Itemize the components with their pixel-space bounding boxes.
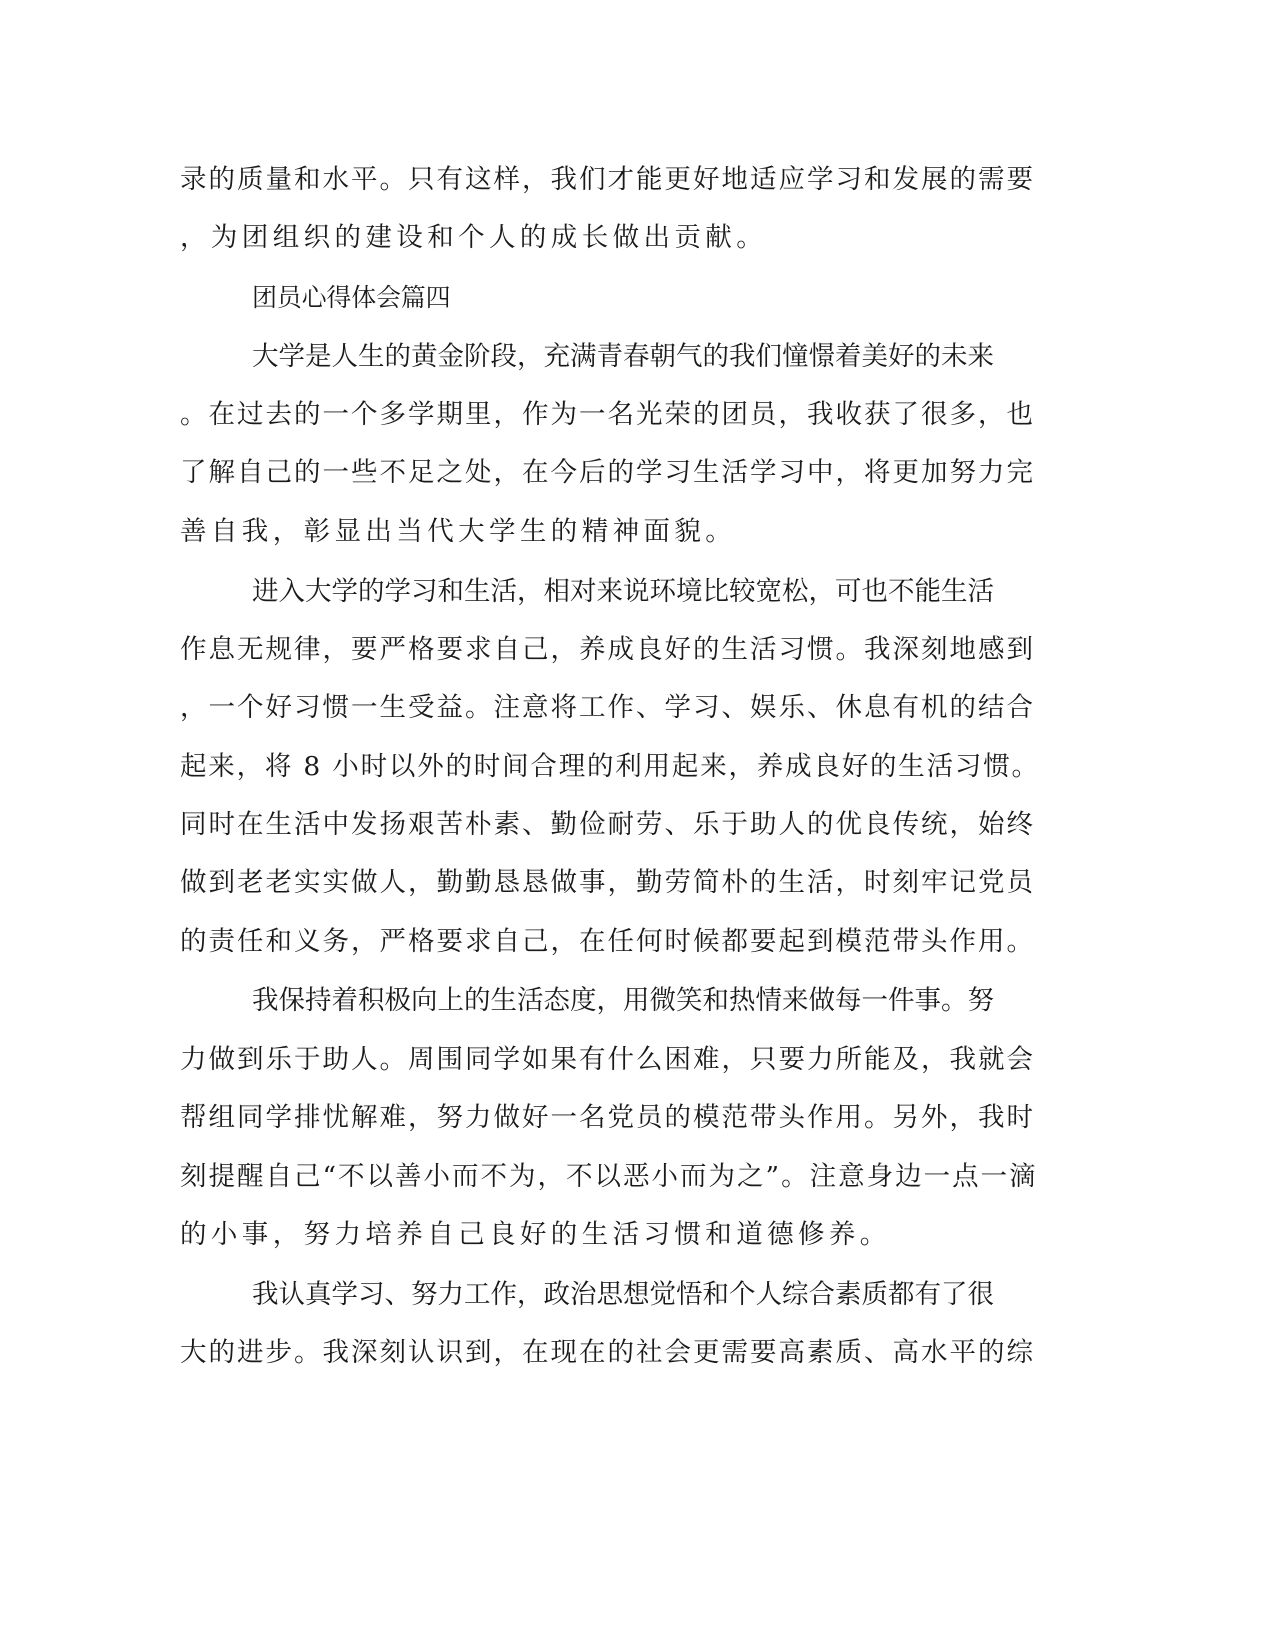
text-line: 起来，将 8 小时以外的时间合理的利用起来，养成良好的生活习惯。: [180, 751, 1040, 782]
text-line: 善自我，彰显出当代大学生的精神面貌。: [180, 516, 737, 547]
text-line: 同时在生活中发扬艰苦朴素、勤俭耐劳、乐于助人的优良传统，始终: [180, 809, 1035, 840]
text-line: ，一个好习惯一生受益。注意将工作、学习、娱乐、休息有机的结合: [180, 692, 1035, 723]
text-line: 了解自己的一些不足之处，在今后的学习生活学习中，将更加努力完: [180, 457, 1035, 488]
text-line: 录的质量和水平。只有这样，我们才能更好地适应学习和发展的需要: [180, 164, 1035, 195]
text-line: 力做到乐于助人。周围同学如果有什么困难，只要力所能及，我就会: [180, 1044, 1035, 1075]
text-line: 刻提醒自己“不以善小而不为，不以恶小而为之”。注意身边一点一滴: [180, 1161, 1038, 1192]
text-line: ，为团组织的建设和个人的成长做出贡献。: [180, 222, 768, 253]
text-line: 进入大学的学习和生活，相对来说环境比较宽松，可也不能生活: [252, 576, 994, 607]
text-line: 作息无规律，要严格要求自己，养成良好的生活习惯。我深刻地感到: [180, 634, 1035, 665]
text-line: 的责任和义务，严格要求自己，在任何时候都要起到模范带头作用。: [180, 926, 1035, 957]
text-line: 帮组同学排忧解难，努力做好一名党员的模范带头作用。另外，我时: [180, 1102, 1035, 1133]
text-line: 大学是人生的黄金阶段，充满青春朝气的我们憧憬着美好的未来: [252, 341, 994, 372]
text-line: 我认真学习、努力工作，政治思想觉悟和个人综合素质都有了很: [252, 1279, 994, 1310]
text-line: 我保持着积极向上的生活态度，用微笑和热情来做每一件事。努: [252, 985, 994, 1016]
section-heading: 团员心得体会篇四: [252, 283, 451, 312]
text-line: 做到老老实实做人，勤勤恳恳做事，勤劳简朴的生活，时刻牢记党员: [180, 867, 1035, 898]
text-line: 大的进步。我深刻认识到，在现在的社会更需要高素质、高水平的综: [180, 1337, 1035, 1368]
text-line: 的小事，努力培养自己良好的生活习惯和道德修养。: [180, 1219, 891, 1250]
text-line: 。在过去的一个多学期里，作为一名光荣的团员，我收获了很多，也: [180, 399, 1035, 430]
